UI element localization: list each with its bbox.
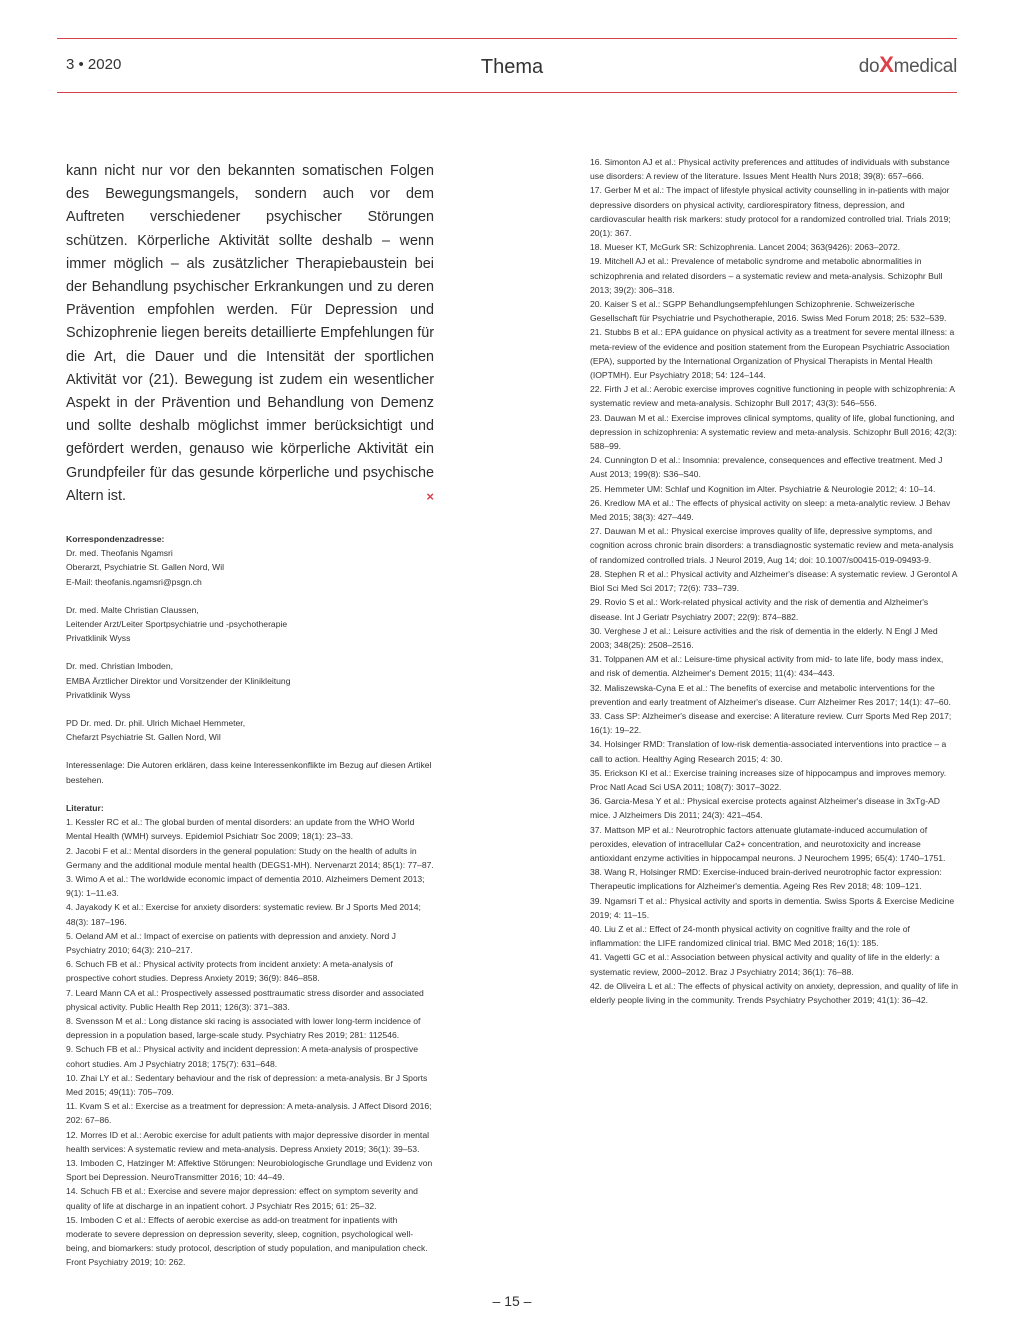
reference-item: 4. Jayakody K et al.: Exercise for anxiety disorders: systematic review. Br J Sports Med 2014; 48(3): 187–196.: [66, 902, 421, 927]
address-block: [66, 659, 434, 702]
reference-item: 36. Garcia-Mesa Y et al.: Physical exercise protects against Alzheimer's disease in 3xTg-AD mice. J Alzheimers Dis 2011; 24(3): 421–454.: [590, 796, 941, 821]
reference-item: 37. Mattson MP et al.: Neurotrophic factors attenuate glutamate-induced accumulation of peroxides, elevation of intracellular Ca2+ concentration, and neurotoxicity and increase antioxidant enzyme activities in hippocampal neurons. J Neurochem 1995; 65(4): 1740–1751.: [590, 824, 946, 863]
brand-logo-prefix: do: [858, 56, 880, 77]
reference-item: 25. Hemmeter UM: Schlaf und Kognition im Alter. Psychiatrie & Neurologie 2012; 4: 10–14.: [590, 483, 936, 494]
conflict-text: Interessenlage: Die Autoren erklären, dass keine Interessenkonflikte im Bezug auf diesen Artikel bestehen.: [66, 760, 432, 785]
address-line: EMBA Ärztlicher Direktor und Vorsitzender der Klinikleitung: [66, 675, 291, 686]
reference-item: 9. Schuch FB et al.: Physical activity and incident depression: A meta-analysis of prospective cohort studies. Am J Psychiatry 2018; 175(7): 631–648.: [66, 1044, 419, 1069]
reference-item: 34. Holsinger RMD: Translation of low-risk dementia-associated interventions into practice – a call to action. Healthy Aging Research 2015; 4: 30.: [590, 739, 947, 764]
reference-item: 3. Wimo A et al.: The worldwide economic impact of dementia 2010. Alzheimers Dement 2013; 9(1): 1–11.e3.: [66, 873, 425, 899]
address-line: Dr. med. Theofanis Ngamsri: [66, 548, 173, 559]
brand-logo-suffix: medical: [893, 56, 957, 77]
address-line: Dr. med. Malte Christian Claussen,: [66, 604, 199, 615]
address-line: Leitender Arzt/Leiter Sportpsychiatrie und -psychotherapie: [66, 619, 288, 630]
reference-list-right: [590, 155, 958, 1007]
reference-item: 13. Imboden C, Hatzinger M: Affektive Störungen: Neurobiologische Grundlage und Evidenz von Sport bei Depression. NeuroTransmitter 2016; 10: 44–49.: [66, 1157, 433, 1183]
reference-item: 22. Firth J et al.: Aerobic exercise improves cognitive functioning in people with schizophrenia: A systematic review and meta-analysis. Schizophr Bull 2017; 43(3): 546–556.: [590, 384, 955, 409]
conflict-statement: [66, 758, 434, 786]
address-line: PD Dr. med. Dr. phil. Ulrich Michael Hemmeter,: [66, 718, 246, 729]
address-line: Chefarzt Psychiatrie St. Gallen Nord, Wil: [66, 732, 221, 743]
reference-item: 21. Stubbs B et al.: EPA guidance on physical activity as a treatment for severe mental illness: a meta-review of the evidence and position statement from the European Psychiatric Association (EPA), supported by the International Organization of Physical Therapists in Mental Health (IOPTMH). Eur Psychiatry 2018; 54: 124–144.: [590, 327, 955, 381]
intro-text: kann nicht nur vor den bekannten somatischen Folgen des Bewegungsmangels, sondern auch vor dem Auftreten verschiedener psychischer Störungen schützen. Körperliche Aktivität sollte deshalb – wenn immer möglich – als zusätzlicher Therapiebaustein bei der Behandlung psychischer Erkrankungen und zu deren Prävention empfohlen werden. Für Depression und Schizophrenie liegen bereits detaillierte Empfehlungen für die Art, die Dauer und die Intensität der sportlichen Aktivität vor (21). Bewegung ist zudem ein wesentlicher Aspekt in der Prävention und Behandlung von Demenz und sollte deshalb möglichst immer berücksichtigt und gefördert werden, genauso wie körperliche Aktivität ein Grundpfeiler für das gesunde körperliche und psychische Altern ist.: [66, 163, 434, 504]
reference-item: 18. Mueser KT, McGurk SR: Schizophrenia. Lancet 2004; 363(9426): 2063–2072.: [590, 242, 901, 253]
address-line: Privatklinik Wyss: [66, 689, 131, 700]
reference-item: 10. Zhai LY et al.: Sedentary behaviour and the risk of depression: a meta-analysis. Br J Sports Med 2015; 49(11): 705–709.: [66, 1072, 428, 1097]
reference-item: 1. Kessler RC et al.: The global burden of mental disorders: an update from the WHO World Mental Health (WMH) surveys. Epidemiol Psichiatr Soc 2009; 18(1): 23–33.: [66, 817, 415, 842]
page-number: – 15 –: [492, 1293, 532, 1309]
address-line: Oberarzt, Psychiatrie St. Gallen Nord, Wil: [66, 562, 225, 573]
correspondence-block: [66, 532, 434, 589]
reference-item: 42. de Oliveira L et al.: The effects of physical activity on anxiety, depression, and quality of life in elderly people living in the community. Trends Psychiatry Psychother 2019; 41(1): 36–42.: [590, 980, 958, 1005]
reference-item: 7. Leard Mann CA et al.: Prospectively assessed posttraumatic stress disorder and associated physical activity. Public Health Rep 2011; 126(3): 371–383.: [66, 987, 424, 1012]
reference-item: 19. Mitchell AJ et al.: Prevalence of metabolic syndrome and metabolic abnormalities in schizophrenia and related disorders – a systematic review and meta-analysis. Schizophr Bull 2013; 39(2): 306–318.: [590, 256, 943, 295]
reference-item: 26. Kredlow MA et al.: The effects of physical activity on sleep: a meta-analytic review. J Behav Med 2015; 38(3): 427–449.: [590, 497, 951, 523]
reference-item: 15. Imboden C et al.: Effects of aerobic exercise as add-on treatment for inpatients with moderate to severe depression on depression severity, sleep, cognition, psychological well-being, and biomarkers: study protocol, description of study population, and manipulation check. Front Psychiatry 2019; 10: 262.: [66, 1214, 428, 1268]
reference-item: 31. Tolppanen AM et al.: Leisure-time physical activity from mid- to late life, body mass index, and risk of dementia. Alzheimer's Dement 2015; 11(4): 434–443.: [590, 654, 944, 679]
reference-item: 24. Cunnington D et al.: Insomnia: prevalence, consequences and effective treatment. Med J Aust 2013; 199(8): S36–S40.: [590, 455, 943, 480]
reference-item: 14. Schuch FB et al.: Exercise and severe major depression: effect on symptom severity and quality of life at discharge in an inpatient cohort. J Psychiatr Res 2015; 61: 25–32.: [66, 1186, 418, 1211]
intro-paragraph: [66, 160, 434, 508]
reference-item: 20. Kaiser S et al.: SGPP Behandlungsempfehlungen Schizophrenie. Schweizerische Gesellschaft für Psychiatrie und Psychotherapie, 2016. Swiss Med Forum 2018; 25: 532–539.: [590, 299, 947, 324]
reference-item: 6. Schuch FB et al.: Physical activity protects from incident anxiety: A meta-analysis of prospective cohort studies. Depress Anxiety 2019; 36(9): 846–858.: [66, 959, 393, 984]
literature-section: [66, 801, 434, 1270]
reference-item: 40. Liu Z et al.: Effect of 24-month physical activity on cognitive frailty and the role of inflammation: the LIFE randomized clinical trial. BMC Med 2018; 16(1): 185.: [590, 923, 910, 949]
header-bottom-rule: [57, 92, 957, 93]
left-column: [66, 160, 434, 1270]
reference-item: 27. Dauwan M et al.: Physical exercise improves quality of life, depressive symptoms, and cognition across chronic brain disorders: a transdiagnostic systematic review and meta-analysis of randomized controlled trials. J Neurol 2019, Aug 14; doi: 10.1007/s00415-019-09493-9.: [590, 526, 954, 565]
address-line: Privatklinik Wyss: [66, 633, 131, 644]
reference-item: 2. Jacobi F et al.: Mental disorders in the general population: Study on the health of adults in Germany and the additional module mental health (DEGS1-MH). Nervenarzt 2014; 85(1): 77–87.: [66, 845, 434, 870]
reference-item: 23. Dauwan M et al.: Exercise improves clinical symptoms, quality of life, global functioning, and depression in schizophrenia: A systematic review and meta-analysis. Schizophr Bull 2016; 42(3): 588–99.: [590, 412, 957, 452]
address-block: [66, 716, 434, 744]
reference-item: 12. Morres ID et al.: Aerobic exercise for adult patients with major depressive disorder in mental health services: A systematic review and meta-analysis. Depress Anxiety 2019; 36(1): 39–53.: [66, 1129, 430, 1154]
literature-heading: Literatur:: [66, 802, 104, 813]
address-block: [66, 603, 434, 646]
brand-logo: [859, 52, 957, 78]
section-title: Thema: [480, 56, 544, 78]
reference-item: 8. Svensson M et al.: Long distance ski racing is associated with lower long-term incidence of depression in a population based, large-scale study. Psychiatry Res 2019; 281: 112546.: [66, 1015, 421, 1041]
reference-item: 11. Kvam S et al.: Exercise as a treatment for depression: A meta-analysis. J Affect Disord 2016; 202: 67–86.: [66, 1101, 432, 1126]
reference-item: 33. Cass SP: Alzheimer's disease and exercise: A literature review. Curr Sports Med Rep 2017; 16(1): 19–22.: [590, 710, 952, 736]
reference-item: 28. Stephen R et al.: Physical activity and Alzheimer's disease: A systematic review. J Gerontol A Biol Sci Med Sci 2017; 72(6): 733–739.: [590, 568, 958, 594]
right-column: [590, 155, 958, 1007]
issue-label: 3 • 2020: [66, 56, 122, 73]
end-mark-icon: ×: [426, 488, 434, 504]
reference-item: 32. Maliszewska-Cyna E et al.: The benefits of exercise and metabolic interventions for the prevention and early treatment of Alzheimer's disease. Curr Alzheimer Res 2017; 14(1): 47–60.: [590, 682, 951, 707]
reference-item: 17. Gerber M et al.: The impact of lifestyle physical activity counselling in in-patients with major depressive disorders on physical activity, cardiorespiratory fitness, depression, and cardiovascular health risk markers: study protocol for a randomized controlled trial. Trials 2019; 20(1): 367.: [590, 185, 951, 239]
address-line: Dr. med. Christian Imboden,: [66, 661, 173, 672]
reference-item: 39. Ngamsri T et al.: Physical activity and sports in dementia. Swiss Sports & Exercise Medicine 2019; 4: 11–15.: [590, 895, 955, 920]
reference-item: 41. Vagetti GC et al.: Association between physical activity and quality of life in the elderly: a systematic review, 2000–2012. Braz J Psychiatry 2014; 36(1): 76–88.: [590, 952, 940, 977]
brand-logo-x: X: [879, 52, 894, 77]
email-line: E-Mail: theofanis.ngamsri@psgn.ch: [66, 576, 202, 587]
reference-item: 35. Erickson KI et al.: Exercise training increases size of hippocampus and improves memory. Proc Natl Acad Sci USA 2011; 108(7): 3017–3022.: [590, 767, 947, 792]
reference-item: 38. Wang R, Holsinger RMD: Exercise-induced brain-derived neurotrophic factor expression: Therapeutic implications for Alzheimer's dementia. Ageing Res Rev 2018; 48: 109–121.: [590, 867, 942, 892]
correspondence-heading: Korrespondenzadresse:: [66, 534, 165, 545]
reference-list-left: [66, 815, 434, 1270]
reference-item: 5. Oeland AM et al.: Impact of exercise on patients with depression and anxiety. Nord J Psychiatry 2010; 64(3): 210–217.: [66, 930, 396, 955]
reference-item: 30. Verghese J et al.: Leisure activities and the risk of dementia in the elderly. N Engl J Med 2003; 348(25): 2508–2516.: [590, 625, 938, 650]
reference-item: 29. Rovio S et al.: Work-related physical activity and the risk of dementia and Alzheimer's disease. Int J Geriatr Psychiatry 2007; 22(9): 874–882.: [590, 597, 929, 622]
header-top-rule: [57, 38, 957, 39]
reference-item: 16. Simonton AJ et al.: Physical activity preferences and attitudes of individuals with substance use disorders: A review of the literature. Issues Ment Health Nurs 2018; 39(8): 657–666.: [590, 157, 950, 182]
